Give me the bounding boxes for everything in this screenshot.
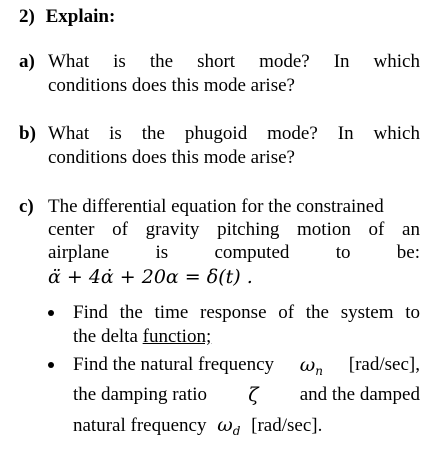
word: short xyxy=(197,51,236,72)
item-b-line1 xyxy=(48,123,420,145)
word: to xyxy=(335,242,351,263)
word: system xyxy=(340,302,394,323)
word: pitching xyxy=(217,219,280,240)
word: of xyxy=(368,219,385,240)
item-c-line1: The differential equation for the constrained xyxy=(48,196,384,217)
item-b-label: b) xyxy=(19,123,36,144)
bullet-1-line2 xyxy=(73,326,211,348)
item-b-line2: conditions does this mode arise? xyxy=(48,147,295,168)
word: to xyxy=(405,302,420,323)
question-heading xyxy=(19,6,115,28)
omega-n-symbol: $\omega_n$ xyxy=(299,354,324,378)
word: of xyxy=(278,302,295,323)
zeta-symbol: ζ xyxy=(248,384,259,406)
word: Find xyxy=(73,302,108,323)
question-number: 2) xyxy=(19,6,35,27)
word: which xyxy=(373,123,420,144)
word: of xyxy=(112,219,128,240)
bullet-2-line1 xyxy=(73,354,420,376)
word: center xyxy=(48,219,95,240)
word: time xyxy=(154,302,189,323)
text: the delta xyxy=(73,326,143,347)
bullet-1-line1 xyxy=(73,302,420,324)
text: the damping ratio xyxy=(73,384,208,405)
word: In xyxy=(337,123,354,144)
word: airplane xyxy=(48,242,110,263)
word: which xyxy=(373,51,420,72)
item-a-line1 xyxy=(48,51,420,73)
word: an xyxy=(402,219,420,240)
word: What xyxy=(48,51,90,72)
word: In xyxy=(333,51,350,72)
underlined-text: function; xyxy=(142,326,212,347)
word: be: xyxy=(396,242,420,263)
word: motion xyxy=(297,219,351,240)
item-c-line2 xyxy=(48,219,420,241)
text: and the damped xyxy=(299,384,420,405)
word: the xyxy=(141,123,165,144)
item-c-line3 xyxy=(48,242,420,264)
item-a-line2: conditions does this mode arise? xyxy=(48,75,295,96)
word: the xyxy=(119,302,143,323)
word: gravity xyxy=(145,219,200,240)
word: the xyxy=(149,51,174,72)
word: response xyxy=(200,302,267,323)
word: computed xyxy=(214,242,290,263)
question-title: Explain: xyxy=(45,6,116,27)
bullet-dot-2 xyxy=(48,362,54,368)
word: mode? xyxy=(267,123,318,144)
word: is xyxy=(155,242,169,263)
bullet-2-line3 xyxy=(73,414,322,437)
word: is xyxy=(113,51,126,72)
text: natural frequency xyxy=(73,415,207,436)
item-c-label: c) xyxy=(19,196,34,217)
word: the xyxy=(305,302,329,323)
bullet-2-line2 xyxy=(73,384,420,406)
word: mode? xyxy=(259,51,310,72)
word: is xyxy=(109,123,122,144)
text: [rad/sec]. xyxy=(251,415,323,436)
text: [rad/sec], xyxy=(348,354,420,375)
item-a-label: a) xyxy=(19,51,35,72)
text: Find the natural frequency xyxy=(73,354,275,375)
omega-d-symbol: $\omega_d$ xyxy=(217,414,241,438)
word: What xyxy=(48,123,90,144)
word: phugoid xyxy=(184,123,248,144)
bullet-dot-1 xyxy=(48,310,54,316)
differential-equation: α̈ + 4α̇ + 20α = δ(t) . xyxy=(48,266,253,288)
